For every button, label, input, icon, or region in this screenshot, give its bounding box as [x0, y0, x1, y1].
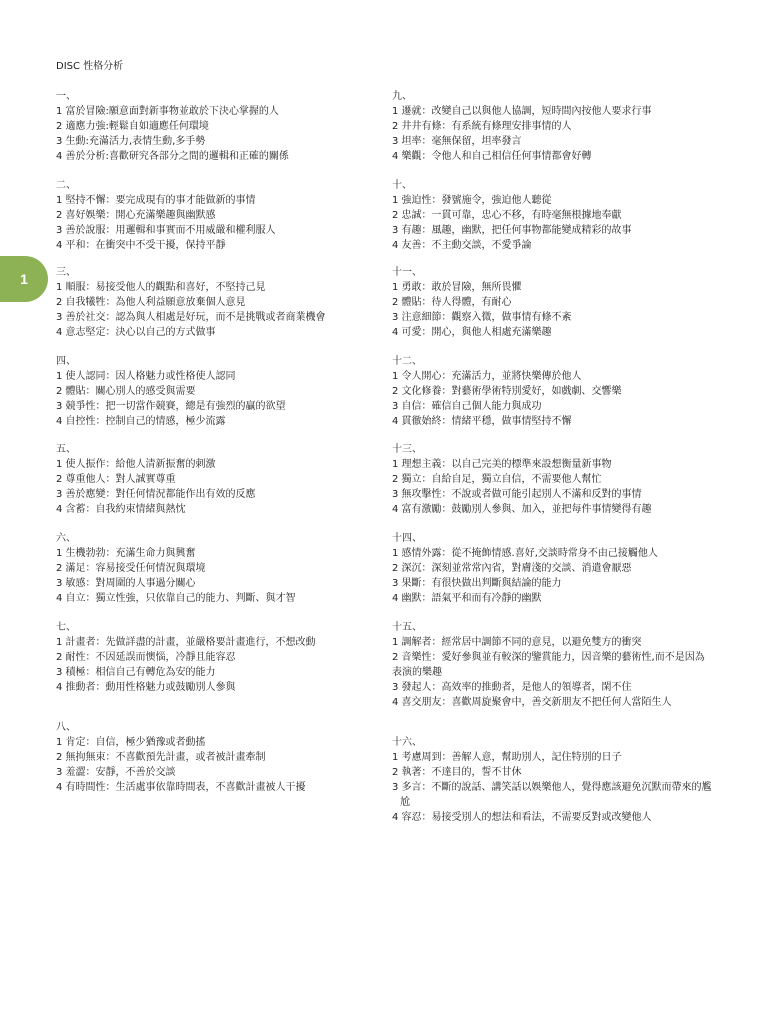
list-item: 2 自我犧牲：為他人利益願意放棄個人意見: [56, 297, 246, 308]
list-item: 2 體貼：待人得體，有耐心: [392, 297, 512, 308]
list-item: 2 適應力強:輕鬆自如適應任何環境: [56, 121, 209, 132]
section-title: 四、: [56, 356, 76, 367]
list-item: 3 積極：相信自己有轉危為安的能力: [56, 667, 216, 678]
section-4: [56, 354, 286, 429]
section-14: [392, 531, 658, 606]
list-item: 2 體貼：關心別人的感受與需要: [56, 386, 196, 397]
list-item: 3 果斷：有很快做出判斷與結論的能力: [392, 578, 562, 589]
list-item: 4 自立：獨立性強，只依靠自己的能力、判斷、與才智: [56, 593, 296, 604]
section-16: [392, 735, 714, 825]
list-item: 2 音樂性：愛好參與並有較深的鑒賞能力，因音樂的藝術性,而不是因為表演的樂趣: [392, 652, 705, 678]
list-item: 2 執著：不達目的，誓不甘休: [392, 767, 522, 778]
section-6: [56, 531, 296, 606]
list-item: 1 堅持不懈：要完成現有的事才能做新的事情: [56, 195, 256, 206]
list-item: 2 無拘無束：不喜歡預先計畫，或者被計畫牽制: [56, 752, 266, 763]
section-1: [56, 89, 289, 164]
list-item: 3 發起人：高效率的推動者，是他人的領導者，閑不住: [392, 682, 632, 693]
list-item: 3 競爭性：把一切當作競賽，總是有強烈的贏的欲望: [56, 401, 286, 412]
section-title: 六、: [56, 533, 76, 544]
list-item: 1 考慮周到：善解人意，幫助別人，記住特別的日子: [392, 752, 622, 763]
section-title: 九、: [392, 91, 412, 102]
list-item: 1 順服：易接受他人的觀點和喜好，不堅持己見: [56, 282, 266, 293]
list-item: 2 深沉：深刻並常常內省，對膚淺的交談、消遣會厭惡: [392, 563, 632, 574]
list-item: 3 注意細節：觀察入微，做事情有條不紊: [392, 312, 572, 323]
list-item: 3 自信：確信自己個人能力與成功: [392, 401, 542, 412]
list-item: 1 使人認同：因人格魅力或性格使人認同: [56, 371, 236, 382]
section-3: [56, 265, 326, 340]
list-item: 3 敏感：對周圍的人事過分關心: [56, 578, 196, 589]
list-item: 2 喜好娛樂：開心充滿樂趣與幽默感: [56, 210, 216, 221]
list-item: 4 喜交朋友：喜歡周旋聚會中，善交新朋友不把任何人當陌生人: [392, 697, 672, 708]
list-item: 3 善於說服：用邏輯和事實而不用威嚴和權利服人: [56, 225, 276, 236]
section-15: [392, 620, 714, 710]
list-item: 1 理想主義：以自己完美的標準來設想衡量新事物: [392, 459, 612, 470]
page-number-badge: 1: [0, 256, 48, 302]
list-item: 4 幽默：語氣平和而有冷靜的幽默: [392, 593, 542, 604]
section-title: 七、: [56, 622, 76, 633]
list-item: 4 貫徹始終：情緒平穩，做事情堅持不懈: [392, 416, 572, 427]
list-item: 1 調解者：經常居中調節不同的意見，以避免雙方的衝突: [392, 637, 642, 648]
list-item: 4 容忍：易接受別人的想法和看法，不需要反對或改變他人: [392, 812, 652, 823]
list-item: 1 感情外露：從不掩飾情感.喜好,交談時常身不由己接觸他人: [392, 548, 658, 559]
section-title: 一、: [56, 91, 76, 102]
list-item: 2 耐性：不因延誤而懊惱，冷靜且能容忍: [56, 652, 236, 663]
section-title: 五、: [56, 444, 76, 455]
list-item: 4 意志堅定：決心以自己的方式做事: [56, 327, 216, 338]
list-item: 2 文化修養：對藝術學術特別愛好，如戲劇、交響樂: [392, 386, 622, 397]
list-item: 3 善於社交：認為與人相處是好玩，而不是挑戰或者商業機會: [56, 312, 326, 323]
list-item: 4 推動者：動用性格魅力或鼓勵別人參與: [56, 682, 236, 693]
list-item: 3 有趣：風趣，幽默，把任何事物都能變成精彩的故事: [392, 225, 632, 236]
list-item: 3 善於應變：對任何情況都能作出有效的反應: [56, 489, 256, 500]
document-title: DISC 性格分析: [56, 61, 124, 72]
list-item: 3 坦率：毫無保留，坦率發言: [392, 136, 522, 147]
list-item: 4 可愛：開心，與他人相處充滿樂趣: [392, 327, 552, 338]
list-item: 4 平和：在衝突中不受干擾，保持平靜: [56, 240, 226, 251]
list-item: 1 肯定：自信，極少猶豫或者動搖: [56, 737, 206, 748]
list-item: 2 尊重他人：對人誠實尊重: [56, 474, 176, 485]
list-item: 1 強迫性：發號施令，強迫他人聽從: [392, 195, 552, 206]
list-item: 1 富於冒險:願意面對新事物並敢於下決心掌握的人: [56, 106, 279, 117]
list-item: 1 使人振作：給他人清新振奮的刺激: [56, 459, 216, 470]
list-item: 4 友善：不主動交談，不愛爭論: [392, 240, 532, 251]
section-title: 十三、: [392, 444, 422, 455]
list-item: 1 勇敢：敢於冒險，無所畏懼: [392, 282, 522, 293]
list-item: 1 遷就：改變自己以與他人協調，短時間內按他人要求行事: [392, 106, 652, 117]
list-item: 1 令人開心：充滿活力，並將快樂傳於他人: [392, 371, 582, 382]
list-item: 4 自控性：控制自己的情感，極少流露: [56, 416, 226, 427]
section-title: 八、: [56, 722, 76, 733]
section-13: [392, 442, 652, 517]
list-item: 3 多言：不斷的說話、講笑話以娛樂他人，覺得應該避免沉默而帶來的尷尬: [392, 782, 712, 808]
list-item: 4 樂觀：令他人和自己相信任何事情都會好轉: [392, 151, 592, 162]
section-5: [56, 442, 256, 517]
list-item: 1 計畫者：先做詳盡的計畫，並嚴格要計畫進行，不想改動: [56, 637, 316, 648]
section-11: [392, 265, 572, 340]
section-title: 十五、: [392, 622, 422, 633]
list-item: 4 有時間性：生活處事依靠時間表，不喜歡計畫被人干擾: [56, 782, 306, 793]
section-9: [392, 89, 652, 164]
list-item: 4 善於分析:喜歡研究各部分之間的邏輯和正確的關係: [56, 151, 289, 162]
list-item: 2 井井有條：有系統有條理安排事情的人: [392, 121, 572, 132]
list-item: 2 滿足：容易接受任何情況與環境: [56, 563, 206, 574]
section-7: [56, 620, 316, 695]
section-title: 二、: [56, 180, 76, 191]
section-title: 十、: [392, 180, 412, 191]
list-item: 3 生動:充滿活力,表情生動,多手勢: [56, 136, 206, 147]
section-title: 十二、: [392, 356, 422, 367]
list-item: 3 羞澀：安靜，不善於交談: [56, 767, 176, 778]
list-item: 4 富有激勵：鼓勵別人參與、加入，並把每件事情變得有趣: [392, 504, 652, 515]
list-item: 2 獨立：自給自足，獨立自信，不需要他人幫忙: [392, 474, 602, 485]
list-item: 1 生機勃勃：充滿生命力與興奮: [56, 548, 196, 559]
section-title: 十四、: [392, 533, 422, 544]
section-2: [56, 178, 276, 253]
section-8: [56, 720, 306, 795]
list-item: 4 含蓄：自我約束情緒與熱忱: [56, 504, 186, 515]
list-item: 3 無攻擊性：不說或者做可能引起別人不滿和反對的事情: [392, 489, 642, 500]
section-12: [392, 354, 622, 429]
section-title: 十一、: [392, 267, 422, 278]
list-item: 2 忠誠：一貫可靠，忠心不移，有時毫無根據地奉獻: [392, 210, 622, 221]
section-10: [392, 178, 632, 253]
section-title: 十六、: [392, 737, 422, 748]
section-title: 三、: [56, 267, 76, 278]
